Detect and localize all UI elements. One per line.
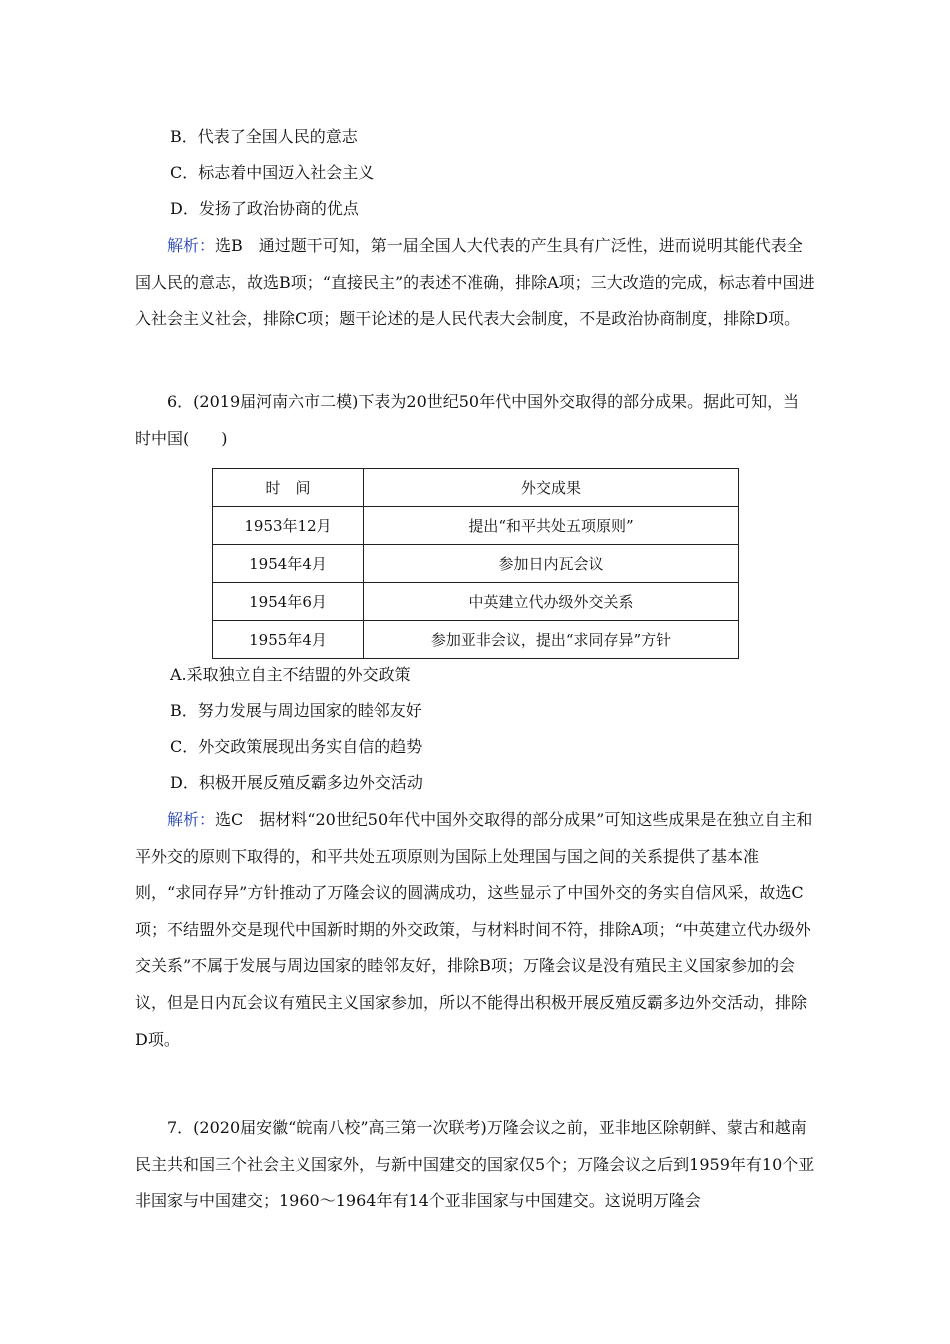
q6-analysis bbox=[135, 802, 815, 1058]
table-row bbox=[213, 507, 739, 545]
q6-option-c: C．外交政策展现出务实自信的趋势 bbox=[170, 737, 423, 756]
q6-analysis-label: 解析： bbox=[167, 810, 216, 829]
table-header-time: 时 间 bbox=[213, 469, 364, 507]
q5-analysis-text: 选B 通过题干可知，第一届全国人大代表的产生具有广泛性，进而说明其能代表全国人民的意志，故选B项；“直接民主”的表述不准确，排除A项；三大改造的完成，标志着中国进入社会主义社会，排除C项；题干论述的是人民代表大会制度，不是政治协商制度，排除D项。 bbox=[135, 236, 815, 329]
q6-option-b: B．努力发展与周边国家的睦邻友好 bbox=[170, 701, 422, 720]
table-cell-result: 参加亚非会议，提出“求同存异”方针 bbox=[364, 621, 739, 659]
q6-analysis-text: 选C 据材料“20世纪50年代中国外交取得的部分成果”可知这些成果是在独立自主和平外交的原则下取得的，和平共处五项原则为国际上处理国与国之间的关系提供了基本准则，“求同存异”方针推动了万隆会议的圆满成功，这些显示了中国外交的务实自信风采，故选C项；不结盟外交是现代中国新时期的外交政策，与材料时间不符，排除A项；“中英建立代办级外交关系”不属于发展与周边国家的睦邻友好，排除B项；万隆会议是没有殖民主义国家参加的会议，但是日内瓦会议有殖民主义国家参加，所以不能得出积极开展反殖反霸多边外交活动，排除D项。 bbox=[135, 810, 813, 1049]
q6-option-d: D．积极开展反殖反霸多边外交活动 bbox=[170, 773, 423, 792]
q6-table bbox=[212, 468, 739, 659]
q5-option-b: B．代表了全国人民的意志 bbox=[170, 127, 358, 146]
table-row bbox=[213, 621, 739, 659]
q6-option-a: A.采取独立自主不结盟的外交政策 bbox=[170, 665, 411, 684]
q5-option-d: D．发扬了政治协商的优点 bbox=[170, 199, 359, 218]
table-cell-time: 1954年6月 bbox=[213, 583, 364, 621]
table-cell-result: 中英建立代办级外交关系 bbox=[364, 583, 739, 621]
q5-analysis bbox=[135, 228, 815, 338]
table-cell-time: 1953年12月 bbox=[213, 507, 364, 545]
table-header-result: 外交成果 bbox=[364, 469, 739, 507]
table-cell-time: 1955年4月 bbox=[213, 621, 364, 659]
q5-analysis-label: 解析： bbox=[167, 236, 216, 255]
table-cell-result: 提出“和平共处五项原则” bbox=[364, 507, 739, 545]
table-cell-result: 参加日内瓦会议 bbox=[364, 545, 739, 583]
table-row bbox=[213, 545, 739, 583]
table-row bbox=[213, 583, 739, 621]
table-cell-time: 1954年4月 bbox=[213, 545, 364, 583]
table-header-row bbox=[213, 469, 739, 507]
q6-stem: 6．(2019届河南六市二模)下表为20世纪50年代中国外交取得的部分成果。据此可知，当时中国( ) bbox=[135, 392, 800, 448]
q7-stem: 7．(2020届安徽“皖南八校”高三第一次联考)万隆会议之前，亚非地区除朝鲜、蒙古和越南民主共和国三个社会主义国家外，与新中国建交的国家仅5个；万隆会议之后到1959年有10个亚非国家与中国建交；1960～1964年有14个亚非国家与中国建交。这说明万隆会 bbox=[135, 1118, 815, 1211]
q5-option-c: C．标志着中国迈入社会主义 bbox=[170, 163, 375, 182]
